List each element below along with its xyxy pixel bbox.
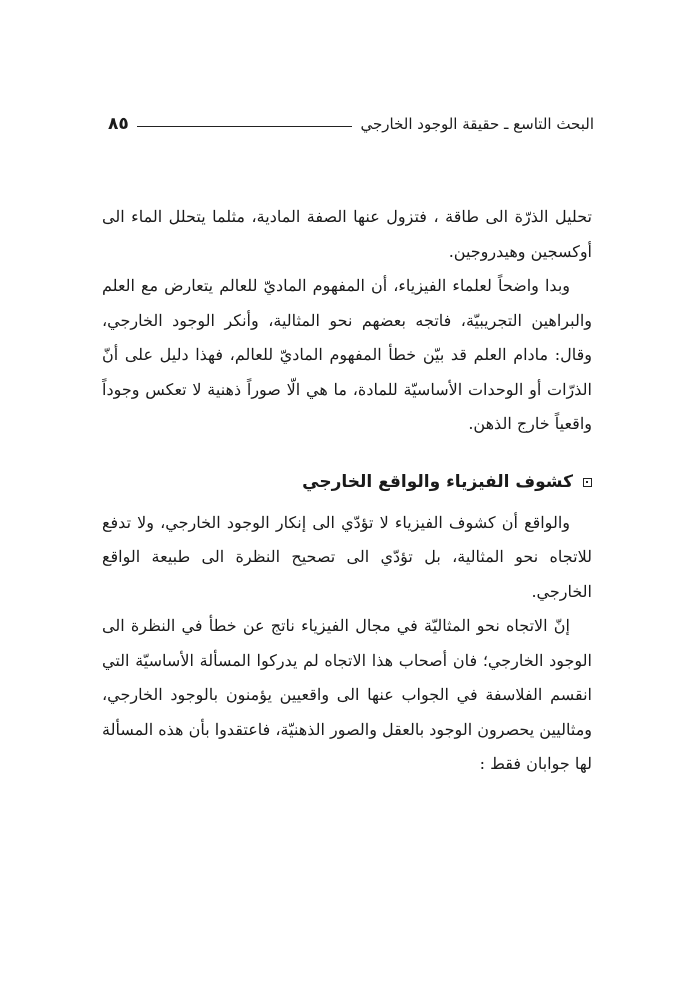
page-number: ٨٥ [108, 114, 129, 134]
section-heading [102, 466, 592, 500]
body-text [102, 200, 592, 782]
paragraph: وبدا واضحاً لعلماء الفيزياء، أن المفهوم الماديّ للعالم يتعارض مع العلم والبراهين التجريبيّة، فاتجه بعضهم نحو المثالية، وأنكر الوجود الخارجي، وقال: مادام العلم قد بيّن خطأ المفهوم الماديّ للعالم، فهذا دليل على أنّ الذرّات أو الوحدات الأساسيّة للمادة، ما هي الّا صوراً ذهنية لا تعكس وجوداً واقعياً خارج الذهن. [102, 276, 592, 433]
square-bullet-icon [583, 478, 592, 487]
running-title: البحث التاسع ـ حقيقة الوجود الخارجي [360, 115, 594, 133]
header-rule [137, 126, 353, 127]
section-heading-text: كشوف الفيزياء والواقع الخارجي [302, 472, 573, 493]
page-header [108, 104, 594, 144]
paragraph: إنّ الاتجاه نحو المثاليّة في مجال الفيزياء ناتج عن خطأ في النظرة الى الوجود الخارجي؛ فان أصحاب هذا الاتجاه لم يدركوا المسألة الأساسيّة التي انقسم الفلاسفة في الجواب عنها الى واقعيين يؤمنون بالوجود الخارجي، ومثاليين يحصرون الوجود بالعقل والصور الذهنيّة، فاعتقدوا بأن هذه المسألة لها جوابان فقط : [102, 616, 593, 773]
paragraph: والواقع أن كشوف الفيزياء لا تؤدّي الى إنكار الوجود الخارجي، ولا تدفع للاتجاه نحو المثالية، بل تؤدّي الى تصحيح النظرة الى طبيعة الواقع الخارجي. [102, 512, 592, 601]
paragraph: تحليل الذرّة الى طاقة ، فتزول عنها الصفة المادية، مثلما يتحلل الماء الى أوكسجين وهيدروجين. [102, 207, 592, 261]
